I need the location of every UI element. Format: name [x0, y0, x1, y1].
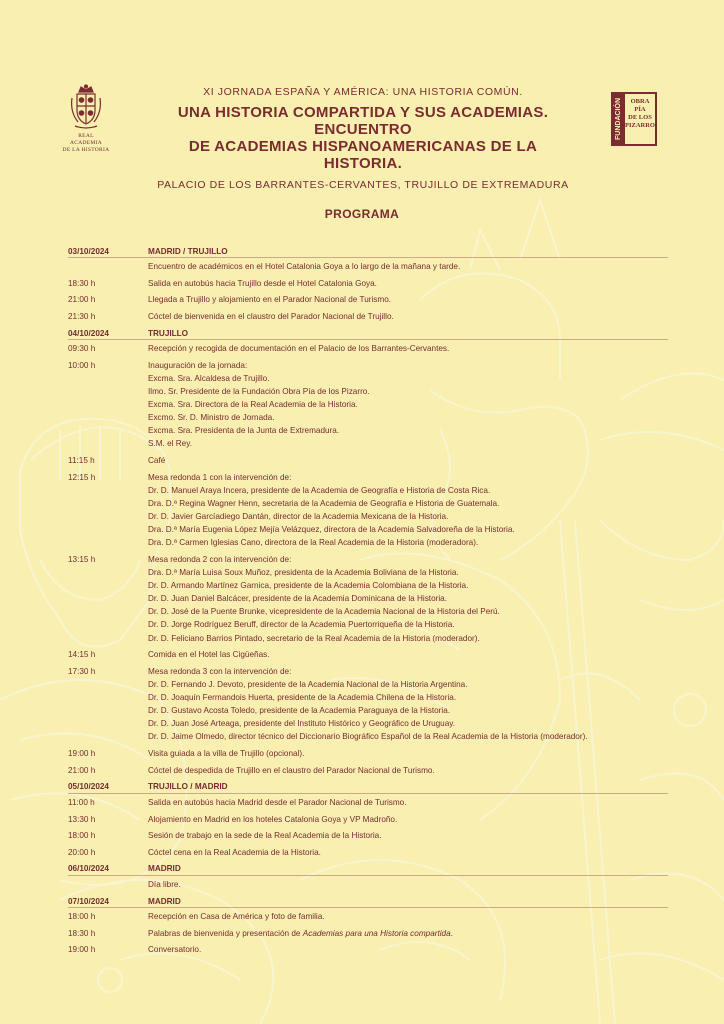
- entry-line-text: Cóctel de bienvenida en el claustro del Parador Nacional de Trujillo.: [148, 312, 394, 322]
- crest-text-line2: DE LA HISTORIA: [62, 147, 110, 153]
- entry-line: [148, 927, 668, 940]
- entry-time: 13:15 h: [68, 554, 96, 564]
- entry-time: 21:30 h: [68, 312, 96, 322]
- entry-line: [148, 730, 668, 743]
- entry-line-text: Salida en autobús hacia Madrid desde el Parador Nacional de Turismo.: [148, 797, 407, 807]
- entry-line-text: Dr. D. Gustavo Acosta Toledo, presidente de la Academia Paraguaya de la Historia.: [148, 706, 451, 716]
- fundacion-logo-line2: DE LOS: [628, 114, 652, 121]
- entry-line: [148, 618, 668, 631]
- entry-line-text: Recepción en Casa de América y foto de familia.: [148, 912, 325, 922]
- entry-time: 11:00 h: [68, 797, 95, 807]
- day-header: [68, 327, 668, 340]
- entry-description: [148, 878, 668, 891]
- entry-line-text: Salida en autobús hacia Trujillo desde el Hotel Catalonia Goya.: [148, 278, 377, 288]
- entry-line: [148, 523, 668, 536]
- entry-line: [148, 536, 668, 549]
- real-academia-logo: [62, 84, 110, 154]
- entry-line: [148, 454, 668, 467]
- entry-line-text: Dr. D. Manuel Araya Incera, presidente de la Academia de Geografía e Historia de Costa Rica.: [148, 485, 491, 495]
- entry-description: [148, 796, 668, 809]
- entry-description: [148, 260, 668, 273]
- entry-description: [148, 829, 668, 842]
- entry-time: 10:00 h: [68, 360, 96, 370]
- entry-description: [148, 553, 668, 645]
- entry-line-text: Excma. Sra. Directora de la Real Academia de la Historia.: [148, 400, 358, 410]
- entry-line: [148, 691, 668, 704]
- entry-time: [68, 260, 148, 273]
- entry-line: [148, 484, 668, 497]
- entry-line: [148, 910, 668, 923]
- entry-line-text: Mesa redonda 2 con la intervención de:: [148, 554, 292, 564]
- entry-line: [148, 553, 668, 566]
- entry-line-text: Mesa redonda 3 con la intervención de:: [148, 666, 292, 676]
- entry-italic-title: Academias para una Historia compartida: [302, 928, 451, 938]
- event-title-line2: DE ACADEMIAS HISPANOAMERICANAS DE LA HISTORIA.: [188, 138, 538, 172]
- entry-line-text: Café: [148, 456, 166, 466]
- entry-description: [148, 764, 668, 777]
- schedule-entry: [68, 471, 668, 550]
- schedule-entry: [68, 277, 668, 290]
- day-section: [68, 327, 668, 777]
- entry-time: 09:30 h: [68, 344, 96, 354]
- entry-description: [148, 665, 668, 744]
- entry-line-text: Dra. D.ª Regina Wagner Henn, secretaria de la Academia de Geografía e Historia de Guatemala.: [148, 498, 500, 508]
- schedule-entry: [68, 813, 668, 826]
- schedule-entry: [68, 310, 668, 323]
- entry-time: 13:30 h: [68, 814, 96, 824]
- event-location: PALACIO DE LOS BARRANTES-CERVANTES, TRUJILLO DE EXTREMADURA: [157, 179, 569, 191]
- entry-line: [148, 665, 668, 678]
- entry-time: 18:00 h: [68, 831, 96, 841]
- entry-description: [148, 310, 668, 323]
- entry-line-text: Excma. Sra. Alcaldesa de Trujillo.: [148, 373, 270, 383]
- schedule-entry: [68, 342, 668, 355]
- entry-description: [148, 910, 668, 923]
- document-header: [150, 86, 576, 191]
- schedule-entry: [68, 553, 668, 645]
- entry-line: [148, 277, 668, 290]
- entry-description: [148, 747, 668, 760]
- entry-line: [148, 943, 668, 956]
- schedule-entry: [68, 665, 668, 744]
- entry-line: [148, 632, 668, 645]
- entry-line: [148, 813, 668, 826]
- entry-time: 12:15 h: [68, 472, 96, 482]
- day-header: [68, 863, 668, 876]
- entry-line-text: S.M. el Rey.: [148, 439, 192, 449]
- entry-line: [148, 398, 668, 411]
- entry-line: [148, 437, 668, 450]
- entry-line-text: Mesa redonda 1 con la intervención de:: [148, 472, 292, 482]
- entry-line-tail: .: [450, 928, 453, 938]
- day-place: MADRID: [148, 864, 181, 874]
- entry-line: [148, 579, 668, 592]
- fundacion-logo-side: FUNDACIÓN: [613, 94, 625, 144]
- entry-time: 19:00 h: [68, 945, 96, 955]
- entry-time: 19:00 h: [68, 749, 96, 759]
- entry-description: [148, 359, 668, 451]
- entry-line: [148, 678, 668, 691]
- schedule-entry: [68, 943, 668, 956]
- entry-time: 20:00 h: [68, 847, 96, 857]
- entry-line: [148, 293, 668, 306]
- entry-line: [148, 510, 668, 523]
- entry-line-text: Dr. D. Fernando J. Devoto, presidente de la Academia Nacional de la Historia Argentina.: [148, 679, 468, 689]
- entry-line-text: Sesión de trabajo en la sede de la Real Academia de la Historia.: [148, 831, 382, 841]
- schedule-entry: [68, 910, 668, 923]
- entry-line-text: Ilmo. Sr. Presidente de la Fundación Obra Pía de los Pizarro.: [148, 387, 370, 397]
- schedule-entry: [68, 829, 668, 842]
- entry-line: [148, 747, 668, 760]
- entry-line: [148, 411, 668, 424]
- schedule-entry: [68, 796, 668, 809]
- entry-time: 17:30 h: [68, 666, 96, 676]
- entry-line: [148, 372, 668, 385]
- program-heading: PROGRAMA: [324, 207, 400, 221]
- entry-line-text: Excmo. Sr. D. Ministro de Jornada.: [148, 413, 275, 423]
- entry-description: [148, 454, 668, 467]
- entry-line-text: Día libre.: [148, 879, 181, 889]
- entry-line-text: Llegada a Trujillo y alojamiento en el Parador Nacional de Turismo.: [148, 295, 392, 305]
- event-title: [150, 104, 576, 172]
- entry-line-text: Excma. Sra. Presidenta de la Junta de Extremadura.: [148, 426, 340, 436]
- entry-line-text: Inauguración de la jornada:: [148, 360, 248, 370]
- entry-line: [148, 878, 668, 891]
- schedule-entry: [68, 648, 668, 661]
- entry-line-text: Dr. D. Armando Martínez Garnica, presidente de la Academia Colombiana de la Historia.: [148, 581, 469, 591]
- entry-line-text: Palabras de bienvenida y presentación de: [148, 928, 303, 938]
- entry-time: 18:30 h: [68, 278, 96, 288]
- entry-line-text: Cóctel de despedida de Trujillo en el claustro del Parador Nacional de Turismo.: [148, 765, 435, 775]
- crest-icon: [69, 84, 103, 130]
- entry-line-text: Visita guiada a la villa de Trujillo (opcional).: [148, 749, 305, 759]
- day-place: TRUJILLO: [148, 328, 189, 338]
- entry-line-text: Dr. D. José de la Puente Brunke, vicepresidente de la Academia Nacional de la Historia del Perú.: [148, 607, 500, 617]
- day-place: MADRID: [148, 896, 181, 906]
- schedule-entry: [68, 359, 668, 451]
- fundacion-logo-line3: PIZARRO: [625, 122, 655, 129]
- fundacion-logo-main: [625, 94, 655, 144]
- entry-line: [148, 796, 668, 809]
- entry-description: [148, 277, 668, 290]
- entry-line: [148, 592, 668, 605]
- day-place: MADRID / TRUJILLO: [148, 246, 228, 256]
- entry-time: 18:30 h: [68, 928, 96, 938]
- entry-line: [148, 605, 668, 618]
- entry-line: [148, 717, 668, 730]
- schedule-entry: [68, 846, 668, 859]
- entry-line-text: Dr. D. Feliciano Barrios Pintado, secretario de la Real Academia de la Historia (moderador).: [148, 633, 480, 643]
- entry-line-text: Comida en el Hotel las Cigüeñas.: [148, 650, 270, 660]
- day-date: 07/10/2024: [68, 896, 109, 906]
- entry-line-text: Cóctel cena en la Real Academia de la Historia.: [148, 847, 321, 857]
- schedule-entry: [68, 878, 668, 891]
- entry-line-text: Dr. D. Juan Daniel Balcácer, presidente de la Academia Dominicana de la Historia.: [148, 594, 447, 604]
- entry-description: [148, 927, 668, 940]
- entry-description: [148, 813, 668, 826]
- day-date: 03/10/2024: [68, 246, 109, 256]
- entry-line-text: Alojamiento en Madrid en los hoteles Catalonia Goya y VP Madroño.: [148, 814, 398, 824]
- entry-line: [148, 424, 668, 437]
- entry-time: [68, 878, 148, 891]
- entry-description: [148, 648, 668, 661]
- entry-line: [148, 497, 668, 510]
- entry-line-text: Encuentro de académicos en el Hotel Catalonia Goya a lo largo de la mañana y tarde.: [148, 262, 461, 271]
- crest-text-line1: REAL ACADEMIA: [69, 133, 103, 146]
- entry-line-text: Dr. D. Jaime Olmedo, director técnico del Diccionario Biográfico Español de la Real Academia de la Historia (moderador).: [148, 732, 588, 742]
- entry-line-text: Dra. D.ª Carmen Iglesias Cano, directora de la Real Academia de la Historia (moderadora).: [148, 538, 479, 548]
- day-place: TRUJILLO / MADRID: [148, 782, 228, 792]
- entry-line-text: Recepción y recogida de documentación en el Palacio de los Barrantes-Cervantes.: [148, 344, 450, 354]
- entry-line: [148, 260, 668, 273]
- day-header: [68, 245, 668, 258]
- entry-description: [148, 846, 668, 859]
- fundacion-obra-pia-logo: [611, 92, 657, 146]
- entry-time: 18:00 h: [68, 912, 96, 922]
- day-date: 05/10/2024: [68, 782, 109, 792]
- schedule-entry: [68, 293, 668, 306]
- entry-description: [148, 943, 668, 956]
- entry-line: [148, 829, 668, 842]
- entry-line: [148, 385, 668, 398]
- entry-line-text: Dr. D. Juan José Arteaga, presidente del Instituto Histórico y Geográfico de Uruguay.: [148, 719, 456, 729]
- schedule-entry: [68, 454, 668, 467]
- entry-line: [148, 846, 668, 859]
- day-header: [68, 895, 668, 908]
- entry-line: [148, 359, 668, 372]
- entry-line: [148, 310, 668, 323]
- schedule-entry: [68, 747, 668, 760]
- schedule-entry: [68, 927, 668, 940]
- day-date: 04/10/2024: [68, 328, 109, 338]
- fundacion-logo-line1: OBRA PÍA: [630, 98, 650, 113]
- entry-time: 11:15 h: [68, 456, 95, 466]
- entry-line-text: Conversatorio.: [148, 945, 202, 955]
- schedule-entry: [68, 764, 668, 777]
- entry-description: [148, 471, 668, 550]
- program-schedule: [68, 245, 668, 961]
- day-section: [68, 863, 668, 891]
- day-header: [68, 781, 668, 794]
- day-section: [68, 245, 668, 323]
- entry-line-text: Dr. D. Javier Garcíadiego Dantán, director de la Academia Mexicana de la Historia.: [148, 512, 449, 522]
- entry-time: 21:00 h: [68, 295, 96, 305]
- entry-time: 14:15 h: [68, 650, 96, 660]
- entry-line-text: Dr. D. Joaquín Fermandois Huerta, presidente de la Academia Chilena de la Historia.: [148, 693, 457, 703]
- entry-line-text: Dr. D. Jorge Rodríguez Beruff, director de la Academia Puertorriqueña de la Historia.: [148, 620, 455, 630]
- day-section: [68, 895, 668, 956]
- entry-description: [148, 342, 668, 355]
- event-subtitle: XI JORNADA ESPAÑA Y AMÉRICA: UNA HISTORIA COMÚN.: [203, 86, 523, 98]
- entry-line: [148, 471, 668, 484]
- entry-line-text: Dra. D.ª María Luisa Soux Muñoz, presidenta de la Academia Boliviana de la Historia.: [148, 568, 459, 578]
- entry-line: [148, 764, 668, 777]
- day-section: [68, 781, 668, 859]
- entry-line: [148, 342, 668, 355]
- entry-line: [148, 648, 668, 661]
- entry-line-text: Dra. D.ª María Eugenia López Mejía Velázquez, directora de la Academia Salvadoreña de la Historia.: [148, 525, 515, 535]
- day-date: 06/10/2024: [68, 864, 109, 874]
- entry-description: [148, 293, 668, 306]
- entry-line: [148, 566, 668, 579]
- entry-time: 21:00 h: [68, 765, 96, 775]
- event-title-line1: UNA HISTORIA COMPARTIDA Y SUS ACADEMIAS. ENCUENTRO: [177, 104, 549, 138]
- entry-line: [148, 704, 668, 717]
- schedule-entry: [68, 260, 668, 273]
